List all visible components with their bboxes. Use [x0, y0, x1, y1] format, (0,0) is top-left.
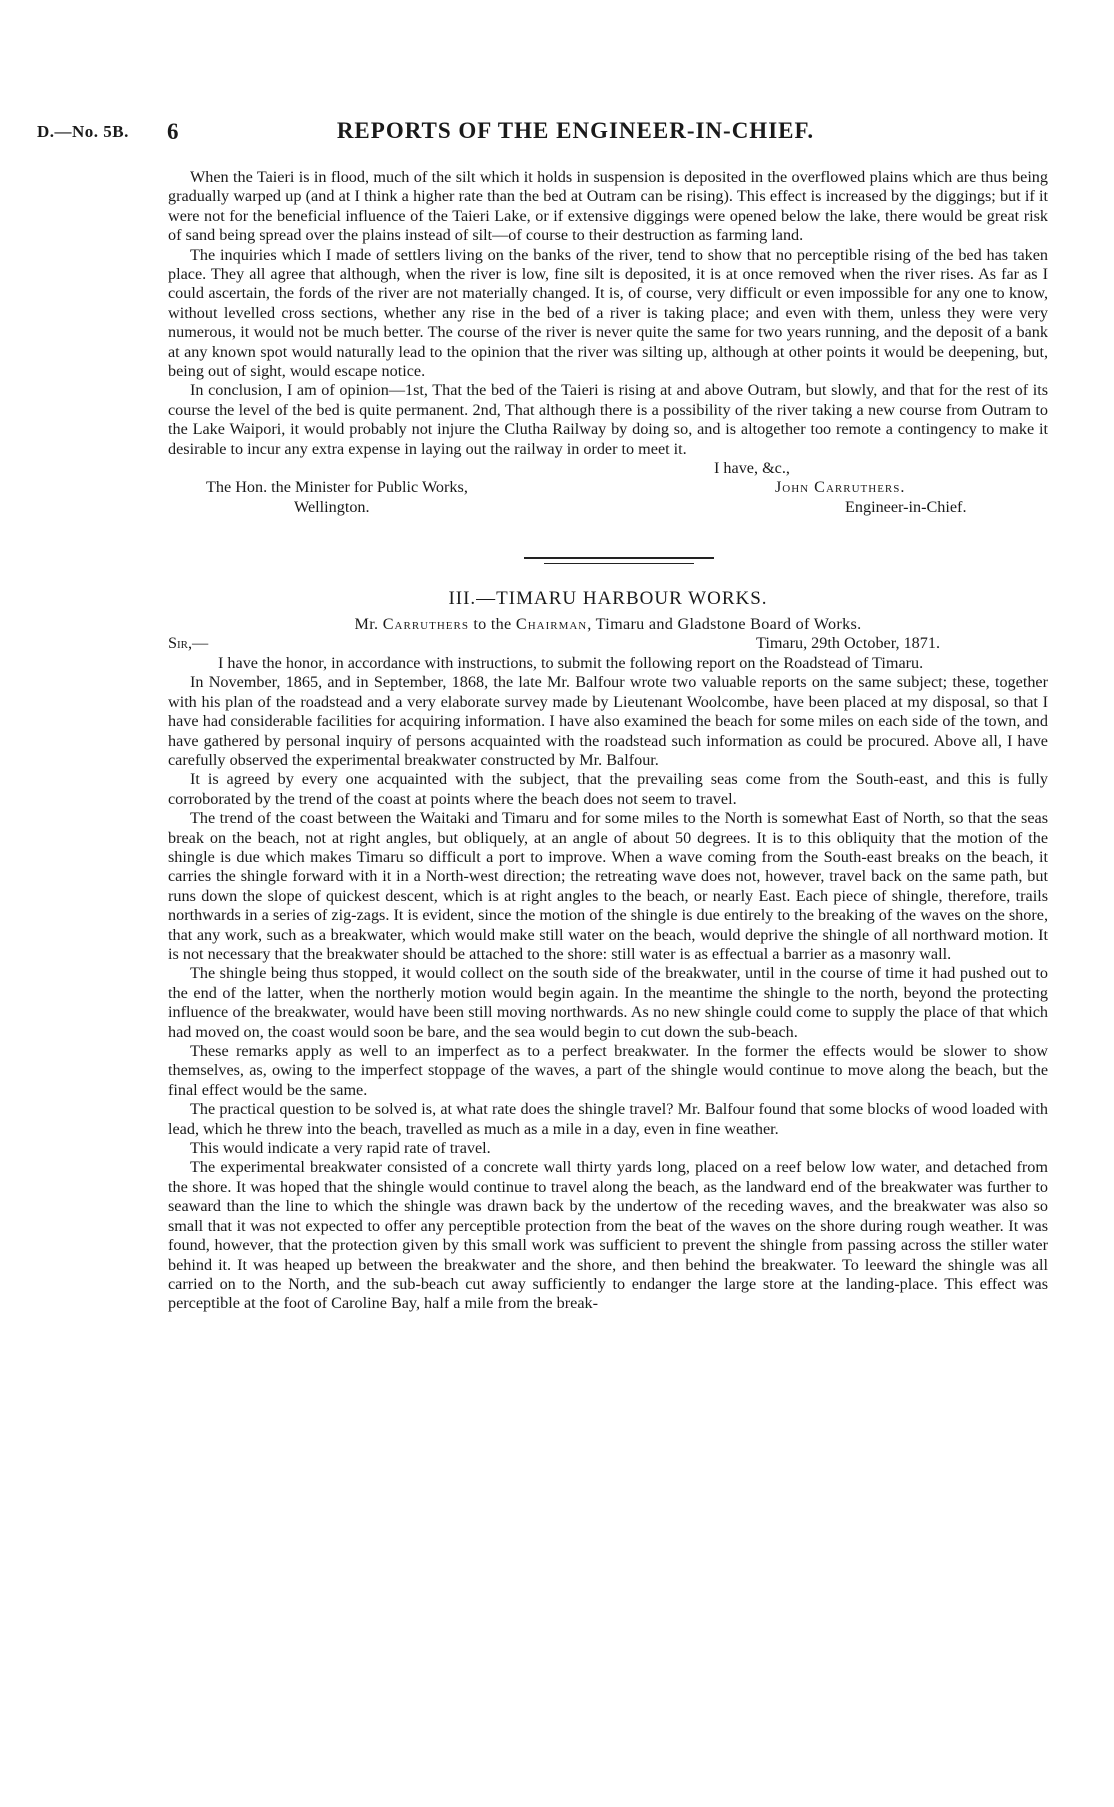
paragraph: This would indicate a very rapid rate of travel.	[190, 1139, 491, 1158]
document-reference: D.—No. 5B.	[37, 122, 129, 141]
signature-title: Engineer-in-Chief.	[845, 498, 967, 517]
page-header	[37, 118, 1074, 152]
salutation-line	[168, 634, 1048, 654]
paragraph: The experimental breakwater consisted of a concrete wall thirty yards long, placed on a reef below low water, and detached from the shore. It was hoped that the shingle would continue to travel along the beach, as the landward end of the breakwater was further to seaward than the line to which the shingle was drawn back by the undertow of the receding waves, and the breakwater was also so small that it was not expected to offer any perceptible protection from the beat of the waves on the shore during rough weather. It was found, however, that the protection given by this small work was sufficient to prevent the shingle from passing across the stiller water behind it. It was heaped up between the breakwater and the shore, and then behind the breakwater. To leeward the shingle was all carried on to the North, and the sub-beach cut away sufficiently to endanger the large store at the landing-place. This effect was perceptible at the foot of Caroline Bay, half a mile from the break-	[168, 1158, 1048, 1313]
addressee-line: The Hon. the Minister for Public Works,	[206, 478, 468, 497]
paragraph: When the Taieri is in flood, much of the silt which it holds in suspension is deposited in the overflowed plains which are thus being gradually warped up (and at I think a higher rate than the bed at Outram can be rising). This effect is increased by the diggings; but if it were not for the beneficial influence of the Taieri Lake, or if extensive diggings were opened below the lake, there would be great risk of sand being spread over the plains instead of silt—of course to their destruction as farming land.	[168, 168, 1048, 245]
section-title: III.—TIMARU HARBOUR WORKS.	[448, 588, 768, 610]
paragraph: The practical question to be solved is, at what rate does the shingle travel? Mr. Balfour found that some blocks of wood loaded with lead, which he threw into the beach, travelled as much as a mile in a day, even in fine weather.	[168, 1100, 1048, 1138]
from-prefix: Mr.	[354, 614, 379, 633]
addressee-location: Wellington.	[294, 498, 370, 517]
paragraph: It is agreed by every one acquainted with the subject, that the prevailing seas come from the South-east, and this is fully corroborated by the trend of the coast at points where the beach does not seem to travel.	[168, 770, 1048, 808]
paragraph: The trend of the coast between the Waitaki and Timaru and for some miles to the North is somewhat East of North, so that the seas break on the beach, not at right angles, but obliquely, at an angle of about 50 degrees. It is to this obliquity that the motion of the shingle is due which makes Timaru so difficult a port to improve. When a wave coming from the South-east breaks on the beach, it carries the shingle forward with it in a North-west direction; the retreating wave does not, however, travel back on the same path, but runs down the slope of quickest descent, which is at right angles to the beach, or nearly East. Each piece of shingle, therefore, trails northwards in a series of zig-zags. It is evident, since the motion of the shingle is due entirely to the breaking of the waves on the shore, that any work, such as a breakwater, which would make still water on the beach, would deprive the shingle of all northward motion. It is not necessary that the breakwater should be attached to the shore: still water is as effectual a barrier as a masonry wall.	[168, 809, 1048, 963]
page-number: 6	[167, 119, 179, 144]
paragraph: The inquiries which I made of settlers living on the banks of the river, tend to show that no perceptible rising of the bed has taken place. They all agree that although, when the river is low, fine silt is deposited, it is at once removed when the river rises. As far as I could ascertain, the fords of the river are not materially changed. It is, of course, very difficult or even impossible for any one to know, without levelled cross sections, whether any rise in the bed of a river is taking place; and even with them, unless they were very numerous, it would not be much better. The course of the river is never quite the same for two years running, and the deposit of a bank at any known spot would naturally lead to the opinion that the river was silting up, although at other points it would be deepening, but, being out of sight, would escape notice.	[168, 245, 1048, 381]
letter-heading	[168, 615, 1048, 634]
divider-rule	[544, 563, 694, 564]
signature-name: John Carruthers.	[775, 478, 906, 497]
to-suffix: , Timaru and Gladstone Board of Works.	[587, 614, 862, 633]
divider-rule	[524, 557, 714, 559]
from-name: Carruthers	[382, 614, 469, 633]
paragraph: The shingle being thus stopped, it would collect on the south side of the breakwater, until in the course of time it had pushed out to the end of the latter, when the northerly motion would begin again. In the meantime the shingle to the north, beyond the protecting influence of the breakwater, would have been still moving northwards. As no new shingle could come to supply the place of that which had moved on, the coast would soon be bare, and the sea would begin to cut down the sub-beach.	[168, 964, 1048, 1041]
to-name: Chairman	[515, 614, 588, 633]
paragraph: In conclusion, I am of opinion—1st, That the bed of the Taieri is rising at and above Outram, but slowly, and that for the rest of its course the level of the bed is quite permanent. 2nd, That although there is a possibility of the river taking a new course from Outram to the Lake Waipori, it would probably not injure the Clutha Railway by doing so, and is altogether too remote a contingency to make it desirable to incur any extra expense in laying out the railway in order to meet it.	[168, 381, 1048, 458]
letter-date: Timaru, 29th October, 1871.	[756, 633, 940, 652]
running-title: REPORTS OF THE ENGINEER-IN-CHIEF.	[336, 118, 815, 143]
section-divider	[168, 537, 1048, 577]
salutation: Sir,—	[168, 633, 209, 652]
to-word: to the	[473, 614, 512, 633]
letter-signoff	[168, 459, 1048, 537]
paragraph: In November, 1865, and in September, 1868, the late Mr. Balfour wrote two valuable reports on the same subject; these, together with his plan of the roadstead and a very elaborate survey made by Lieutenant Woolcombe, have been placed at my disposal, so that I have had considerable facilities for acquiring information. I have also examined the beach for some miles on each side of the town, and have gathered by personal inquiry of persons acquainted with the roadstead such information as could be procured. Above all, I have carefully observed the experimental breakwater constructed by Mr. Balfour.	[168, 673, 1048, 769]
paragraph: These remarks apply as well to an imperfect as to a perfect breakwater. In the former the effects would be slower to show themselves, as, owing to the imperfect stoppage of the waves, a part of the shingle would continue to move along the beach, but the final effect would be the same.	[168, 1042, 1048, 1099]
closing-line: I have, &c.,	[714, 459, 790, 478]
page-body	[168, 168, 1048, 1314]
paragraph: I have the honor, in accordance with instructions, to submit the following report on the Roadstead of Timaru.	[218, 653, 924, 672]
